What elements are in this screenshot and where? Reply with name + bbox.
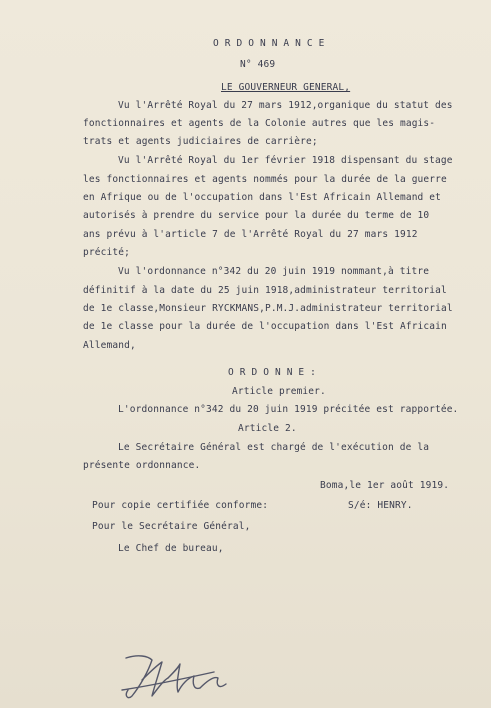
para3-line: Vu l'ordonnance n°342 du 20 juin 1919 nommant,à titre (118, 266, 430, 277)
para1-line: fonctionnaires et agents de la Colonie autres que les magis- (83, 118, 436, 129)
for-secretary: Pour le Secrétaire Général, (92, 521, 251, 532)
para1-line: Vu l'Arrêté Royal du 27 mars 1912,organique du statut des (118, 100, 453, 111)
para2-line: en Afrique ou de l'occupation dans l'Est Africain Allemand et (83, 192, 442, 203)
para2-line: autorisés à prendre du service pour la durée du terme de 10 (83, 210, 430, 221)
place-date: Boma,le 1er août 1919. (320, 480, 450, 491)
issuer: LE GOUVERNEUR GENERAL, (221, 82, 351, 93)
para2-line: ans prévu à l'article 7 de l'Arrêté Royal du 27 mars 1912 (83, 229, 418, 240)
para1-line: trats et agents judiciaires de carrière; (83, 136, 318, 147)
article2-title: Article 2. (238, 423, 297, 434)
signed-name: S/é: HENRY. (348, 500, 413, 511)
para2-line: les fonctionnaires et agents nommés pour la durée de la guerre (83, 174, 447, 185)
para3-line: définitif à la date du 25 juin 1918,administrateur territorial (83, 285, 447, 296)
ordinance-number: N° 469 (240, 59, 276, 70)
para2-line: Vu l'Arrêté Royal du 1er février 1918 dispensant du stage (118, 155, 453, 166)
document-title: O R D O N N A N C E (213, 38, 325, 49)
article2-line: présente ordonnance. (83, 460, 201, 471)
bureau-chief: Le Chef de bureau, (118, 543, 224, 554)
handwritten-signature (118, 650, 238, 706)
para3-line: de 1e classe pour la durée de l'occupation dans l'Est Africain (83, 321, 447, 332)
para2-line: précité; (83, 247, 130, 258)
article2-line: Le Secrétaire Général est chargé de l'exécution de la (118, 442, 430, 453)
ordonne-heading: O R D O N N E : (228, 367, 317, 378)
article1-title: Article premier. (232, 386, 326, 397)
para3-line: Allemand, (83, 340, 136, 351)
certified-copy: Pour copie certifiée conforme: (92, 500, 269, 511)
para3-line: de 1e classe,Monsieur RYCKMANS,P.M.J.administrateur territorial (83, 303, 453, 314)
article1-text: L'ordonnance n°342 du 20 juin 1919 précitée est rapportée. (118, 404, 459, 415)
